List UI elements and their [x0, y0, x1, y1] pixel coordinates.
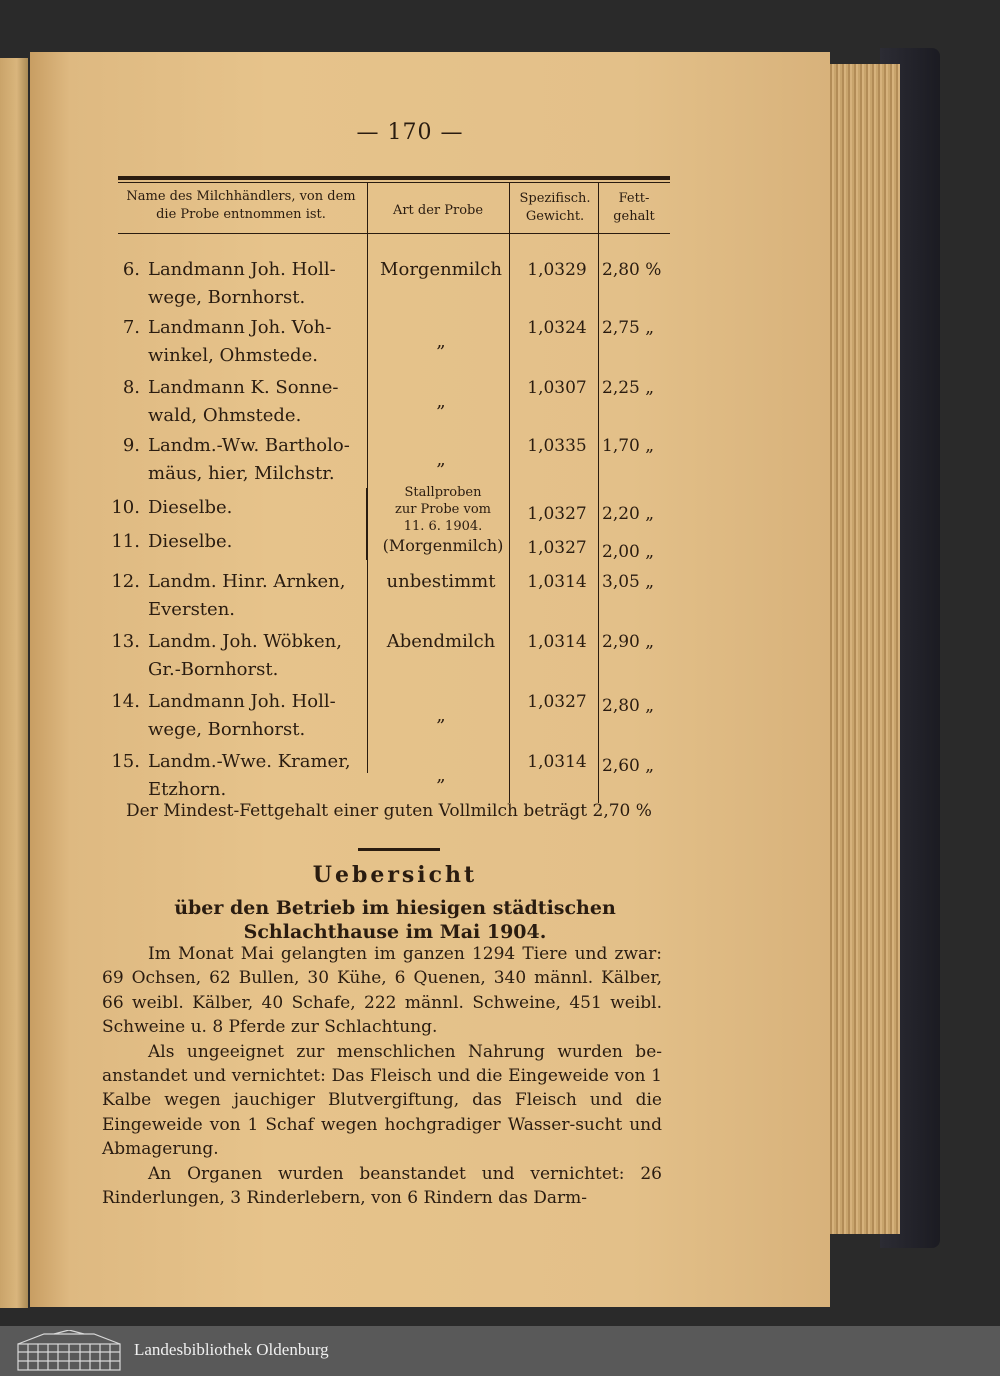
- row-fat: 2,60 „: [602, 756, 655, 776]
- row-number: 10.: [111, 497, 140, 518]
- table-row: [102, 256, 702, 316]
- row-fat: 3,05 „: [602, 572, 655, 592]
- row-number: 11.: [111, 531, 140, 552]
- paragraph: Als ungeeignet zur menschlichen Nahrung wurden be-anstandet und vernichtet: Das Fleisch und die Eingeweide von 1 Kalbe wegen jauchiger Blutvergiftung, das Fleisch und die Eingeweide von 1 Schaf wegen hochgradiger Wasser-sucht und Abmagerung.: [102, 1041, 662, 1160]
- note-line-4: (Morgenmilch): [382, 536, 504, 555]
- table-top-rule: [118, 176, 670, 180]
- row-name: Landmann K. Sonne-wald, Ohmstede.: [148, 377, 339, 426]
- row-probe: „: [436, 705, 446, 726]
- section-title: Uebersicht: [312, 862, 478, 888]
- row-weight: 1,0329: [527, 260, 587, 280]
- row-number: 13.: [111, 631, 140, 652]
- row-weight: 1,0314: [527, 572, 587, 592]
- row-weight: 1,0314: [527, 632, 587, 652]
- row-weight: 1,0314: [527, 752, 587, 772]
- row-weight: 1,0307: [527, 378, 587, 398]
- paragraph: Im Monat Mai gelangten im ganzen 1294 Tiere und zwar: 69 Ochsen, 62 Bullen, 30 Kühe, 6 Quenen, 340 männl. Kälber, 66 weibl. Kälber, 40 Schafe, 222 männl. Schweine, 451 weibl. Schweine u. 8 Pferde zur Schlachtung.: [102, 944, 662, 1038]
- row-name: Dieselbe.: [148, 531, 233, 552]
- row-number: 9.: [122, 435, 140, 456]
- row-fat: 2,80 %: [602, 260, 662, 280]
- table-top-rule-thin: [118, 182, 670, 183]
- table-row: [102, 374, 702, 434]
- row-fat: 2,20 „: [602, 504, 655, 524]
- table-header-rule: [118, 233, 670, 234]
- note-line-3: 11. 6. 1904.: [403, 519, 483, 534]
- library-building-icon: [14, 1330, 124, 1372]
- row-name: Landmann Joh. Holl-wege, Bornhorst.: [148, 691, 336, 740]
- row-weight: 1,0327: [527, 692, 587, 712]
- row-name: Landm. Hinr. Arnken, Eversten.: [148, 571, 346, 620]
- note-line-1: Stallproben: [404, 485, 482, 500]
- row-number: 14.: [111, 691, 140, 712]
- table-row: [102, 432, 702, 492]
- row-name: Landm.-Wwe. Kramer, Etzhorn.: [148, 751, 351, 800]
- row-name: Landm.-Ww. Bartholo-mäus, hier, Milchstr.: [148, 435, 350, 484]
- row-probe: „: [436, 331, 446, 352]
- table-row: [102, 628, 702, 688]
- row-probe: unbestimmt: [386, 571, 496, 592]
- minimum-fat-statement: Der Mindest-Fettgehalt einer guten Vollmilch beträgt 2,70 %: [126, 801, 652, 821]
- note-line-2: zur Probe vom: [394, 502, 491, 517]
- page-edges: [822, 64, 900, 1234]
- page-number: — 170 —: [356, 120, 464, 145]
- table-row: [102, 314, 702, 374]
- section-body: [102, 942, 662, 1210]
- book-page: [30, 52, 830, 1307]
- row-number: 7.: [122, 317, 140, 338]
- row-fat: 2,90 „: [602, 632, 655, 652]
- row-weight: 1,0324: [527, 318, 587, 338]
- row-name: Landmann Joh. Holl-wege, Bornhorst.: [148, 259, 336, 308]
- row-name: Landm. Joh. Wöbken, Gr.-Bornhorst.: [148, 631, 342, 680]
- row-probe: Abendmilch: [386, 631, 496, 652]
- header-weight: Spezifisch. Gewicht.: [519, 191, 591, 224]
- header-probe: Art der Probe: [392, 203, 484, 218]
- table-row: [102, 688, 702, 748]
- table-row: [102, 568, 702, 628]
- group-brace: [366, 488, 375, 560]
- row-probe: „: [436, 765, 446, 786]
- row-fat: 2,25 „: [602, 378, 655, 398]
- row-fat: 2,00 „: [602, 542, 655, 562]
- row-weight: 1,0327: [527, 504, 587, 524]
- paragraph: An Organen wurden beanstandet und vernichtet: 26 Rinderlungen, 3 Rinderlebern, von 6 Rindern das Darm-: [102, 1163, 662, 1209]
- section-separator: [358, 848, 440, 851]
- row-number: 6.: [122, 259, 140, 280]
- page-content: [30, 52, 830, 1307]
- row-probe: „: [436, 449, 446, 470]
- row-fat: 2,80 „: [602, 696, 655, 716]
- row-number: 12.: [111, 571, 140, 592]
- section-subtitle: über den Betrieb im hiesigen städtischen Schlachthause im Mai 1904.: [174, 897, 616, 943]
- header-name: Name des Milchhändlers, von dem die Probe entnommen ist.: [126, 189, 356, 222]
- row-probe: „: [436, 391, 446, 412]
- library-name: Landesbibliothek Oldenburg: [134, 1340, 329, 1359]
- row-name: Landmann Joh. Voh-winkel, Ohmstede.: [148, 317, 332, 366]
- row-weight: 1,0327: [527, 538, 587, 558]
- row-fat: 1,70 „: [602, 436, 655, 456]
- left-page-edge: [0, 58, 28, 1308]
- row-fat: 2,75 „: [602, 318, 655, 338]
- row-number: 15.: [111, 751, 140, 772]
- row-number: 8.: [122, 377, 140, 398]
- row-weight: 1,0335: [527, 436, 587, 456]
- stall-sample-note: [376, 484, 510, 557]
- header-fat: Fett-gehalt: [613, 191, 655, 224]
- row-probe: Morgenmilch: [380, 259, 502, 280]
- row-name: Dieselbe.: [148, 497, 233, 518]
